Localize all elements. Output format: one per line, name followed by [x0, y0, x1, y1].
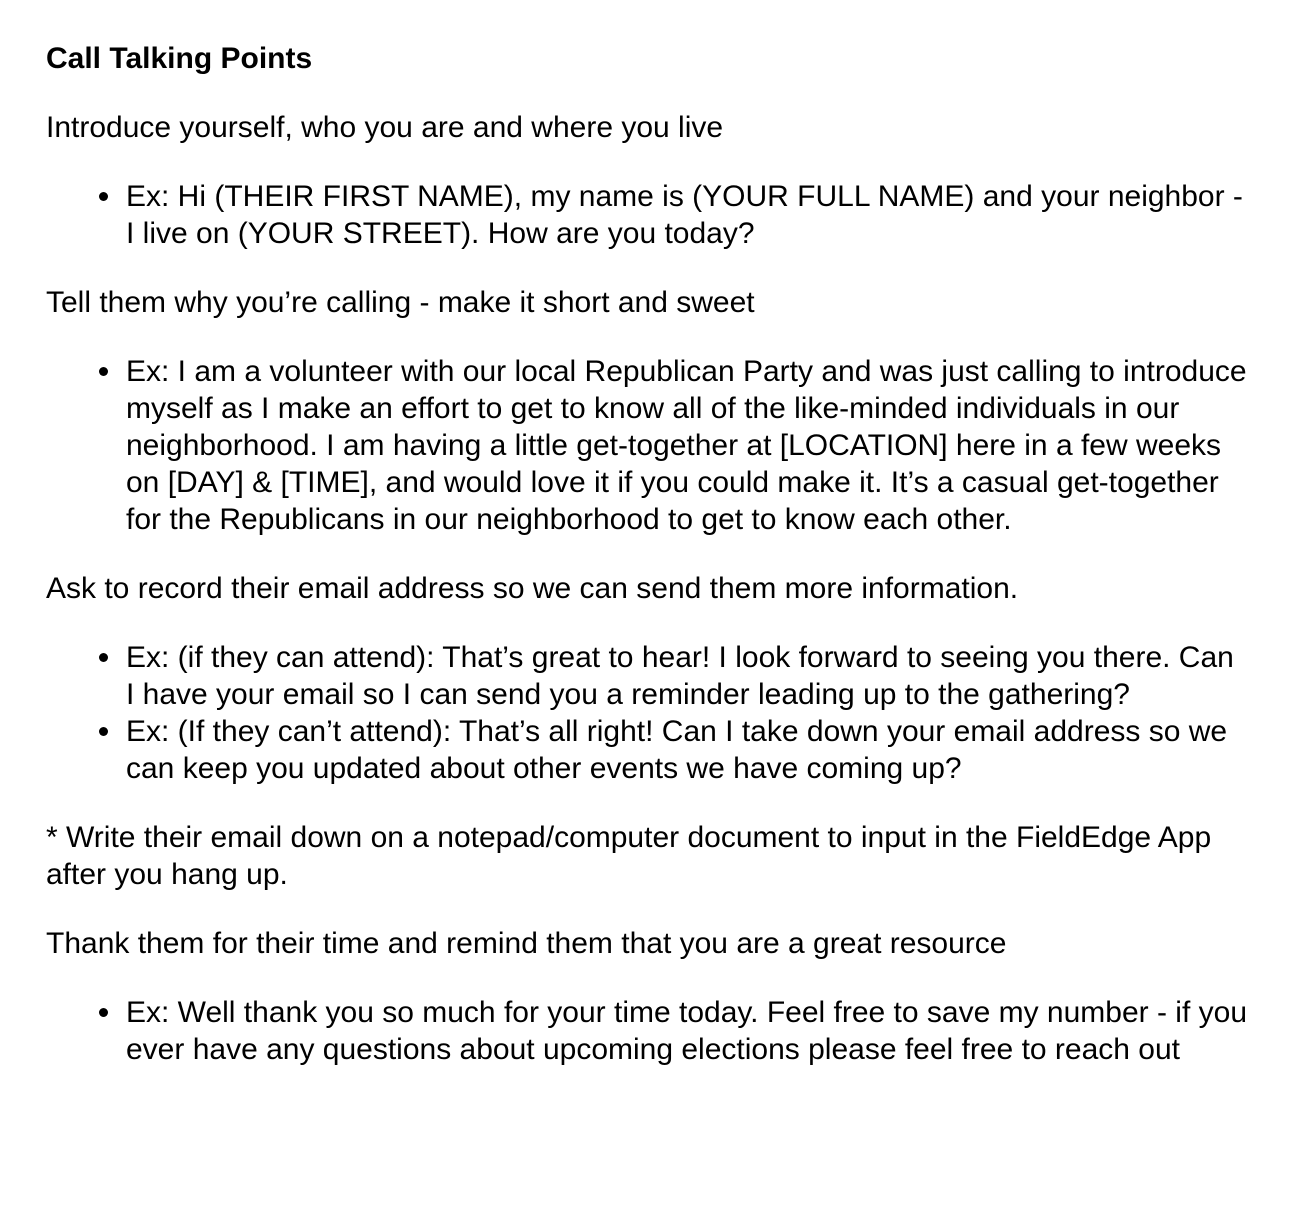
list-item: [126, 994, 1250, 1068]
bullet-text: Ex: I am a volunteer with our local Republican Party and was just calling to introduce myself as I make an effort to get to know all of the like-minded individuals in our neighborhood. I am having a little get-together at [LOCATION] here in a few weeks on [DAY] & [TIME], and would love it if you could make it. It’s a casual get-together for the Republicans in our neighborhood to get to know each other.: [126, 355, 1247, 536]
list-item: [126, 639, 1250, 713]
section-heading-introduce: Introduce yourself, who you are and where you live: [46, 111, 724, 144]
list-item: [126, 178, 1250, 252]
section-heading-why-calling: Tell them why you’re calling - make it short and sweet: [46, 286, 755, 319]
bullet-list-email: [46, 639, 1250, 787]
bullet-icon: [99, 367, 108, 376]
bullet-icon: [99, 1008, 108, 1017]
bullet-text: Ex: Well thank you so much for your time today. Feel free to save my number - if you ever have any questions about upcoming elections please feel free to reach out: [126, 996, 1248, 1066]
bullet-text: Ex: Hi (THEIR FIRST NAME), my name is (YOUR FULL NAME) and your neighbor - I live on (YOUR STREET). How are you today?: [126, 180, 1243, 250]
section-heading-email: Ask to record their email address so we can send them more information.: [46, 572, 1019, 605]
bullet-icon: [99, 727, 108, 736]
bullet-icon: [99, 653, 108, 662]
note-paragraph: * Write their email down on a notepad/computer document to input in the FieldEdge App after you hang up.: [46, 821, 1212, 891]
bullet-text: Ex: (If they can’t attend): That’s all right! Can I take down your email address so we can keep you updated about other events we have coming up?: [126, 715, 1228, 785]
section-heading-thank-you: Thank them for their time and remind them that you are a great resource: [46, 927, 1007, 960]
list-item: [126, 713, 1250, 787]
bullet-icon: [99, 192, 108, 201]
bullet-text: Ex: (if they can attend): That’s great to hear! I look forward to seeing you there. Can I have your email so I can send you a reminder leading up to the gathering?: [126, 641, 1234, 711]
document-title: Call Talking Points: [46, 42, 313, 75]
list-item: [126, 353, 1250, 538]
bullet-list-why-calling: [46, 353, 1250, 538]
bullet-list-thank-you: [46, 994, 1250, 1068]
bullet-list-introduce: [46, 178, 1250, 252]
